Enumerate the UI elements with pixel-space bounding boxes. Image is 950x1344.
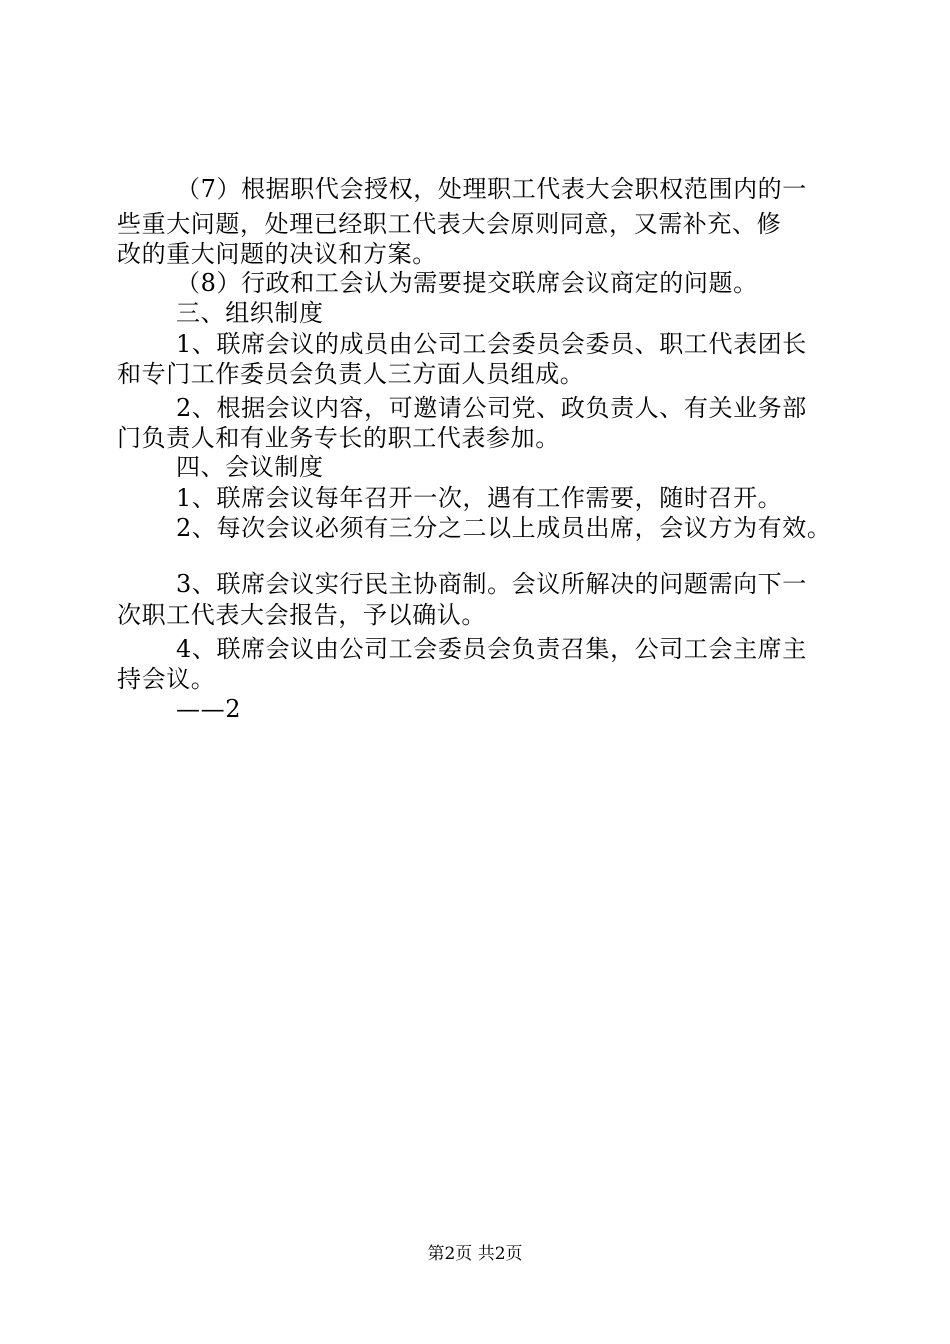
meeting-item-3-line-1: 3、联席会议实行民主协商制。会议所解决的问题需向下一 — [176, 570, 807, 598]
meeting-item-2: 2、每次会议必须有三分之二以上成员出席，会议方为有效。 — [176, 514, 832, 542]
item-1-line-1: 1、联席会议的成员由公司工会委员会委员、职工代表团长 — [176, 330, 807, 358]
meeting-item-4-line-1: 4、联席会议由公司工会委员会负责召集，公司工会主席主 — [176, 635, 807, 663]
paragraph-7-line-3: 改的重大问题的决议和方案。 — [117, 240, 437, 268]
paragraph-7-line-1: （7）根据职代会授权，处理职工代表大会职权范围内的一 — [176, 175, 807, 203]
section-heading-organization: 三、组织制度 — [176, 299, 324, 327]
meeting-item-3-line-2: 次职工代表大会报告，予以确认。 — [117, 601, 486, 629]
paragraph-7-line-2: 些重大问题，处理已经职工代表大会原则同意，又需补充、修 — [117, 210, 782, 238]
paragraph-8-line-1: （8）行政和工会认为需要提交联席会议商定的问题。 — [176, 269, 758, 297]
page-end-marker: ——2 — [176, 695, 242, 723]
item-2-line-1: 2、根据会议内容，可邀请公司党、政负责人、有关业务部 — [176, 394, 807, 422]
meeting-item-4-line-2: 持会议。 — [117, 665, 216, 693]
page-number-footer: 第2页 共2页 — [427, 1244, 523, 1264]
section-heading-meeting: 四、会议制度 — [176, 453, 324, 481]
item-1-line-2: 和专门工作委员会负责人三方面人员组成。 — [117, 360, 585, 388]
meeting-item-1: 1、联席会议每年召开一次，遇有工作需要，随时召开。 — [176, 484, 783, 512]
item-2-line-2: 门负责人和有业务专长的职工代表参加。 — [117, 424, 560, 452]
